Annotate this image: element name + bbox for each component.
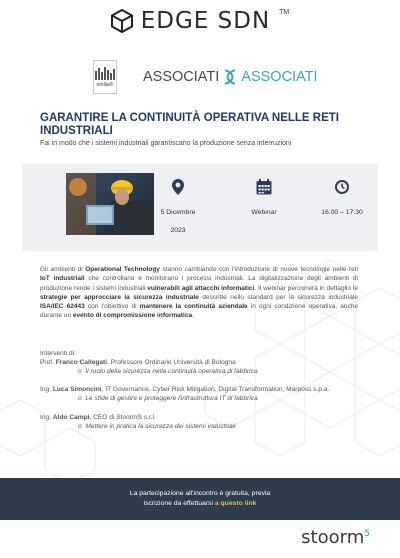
speaker-name: Franco Callegati bbox=[55, 358, 108, 366]
emilia-skyline-icon bbox=[94, 66, 116, 80]
bullet-marker: o bbox=[78, 422, 82, 430]
talk-title: Le sfide di gestire e proteggere l'infrastruttura IT di fabbrica bbox=[85, 395, 258, 403]
speaker-1 bbox=[40, 359, 370, 368]
speakers-intro: Interventi di: bbox=[40, 350, 76, 357]
calendar-icon bbox=[256, 179, 272, 195]
footer-line-2-text: iscrizione da effettuarsi bbox=[143, 500, 215, 507]
event-format bbox=[234, 179, 294, 219]
registration-link[interactable]: a questo link bbox=[214, 500, 257, 507]
event-info-band bbox=[22, 163, 378, 251]
description-text: Gli ambienti di bbox=[40, 266, 86, 273]
event-time bbox=[312, 179, 372, 219]
speaker-role: , IT Governance, Cyber Risk Mitigation, Digital Transformation, Marposs s.p.a. bbox=[101, 386, 330, 394]
page-subtitle: Fai in modo che i sistemi industriali garantiscano la produzione senza interruzioni bbox=[40, 140, 292, 147]
associati-knot-icon bbox=[222, 68, 238, 86]
description-highlight: ISA/IEC 62443 bbox=[40, 303, 85, 311]
associati-logo bbox=[143, 68, 318, 86]
partner-logos bbox=[93, 57, 318, 97]
event-format-text: Webinar bbox=[251, 209, 277, 216]
edge-sdn-cube-icon bbox=[111, 9, 133, 33]
description-highlight: Operational Technology bbox=[85, 266, 160, 273]
description-text: stanno cambiando con l'introduzione di nuove tecnologie nelle reti bbox=[159, 266, 358, 273]
speaker-name: Aldo Campi bbox=[52, 413, 90, 421]
emilia-logo bbox=[93, 60, 117, 94]
clock-icon bbox=[334, 179, 350, 195]
registration-footer bbox=[0, 478, 400, 520]
talk-title: Il ruolo della sicurezza nella continuità operativa di fabbrica bbox=[85, 367, 258, 375]
description-text: con l'obiettivo di bbox=[84, 303, 140, 311]
footer-line-2 bbox=[0, 499, 400, 509]
speaker-1-talk bbox=[40, 368, 370, 377]
page-title: GARANTIRE LA CONTINUITÀ OPERATIVA NELLE RETI INDUSTRIALI bbox=[40, 112, 339, 137]
footer-line-1: La partecipazione all'incontro è gratuita, previa bbox=[129, 490, 271, 497]
event-date bbox=[148, 179, 208, 237]
description-highlight: IoT industriali bbox=[40, 275, 85, 283]
description-highlight: strategie per approcciare la sicurezza industriale bbox=[40, 293, 199, 301]
description-text: in ogni condizione operativa, anche durante un bbox=[40, 303, 359, 320]
speaker-3-talk bbox=[40, 423, 370, 432]
talk-title: Mettere in pratica la sicurezza dei sistemi industriali bbox=[85, 422, 236, 430]
location-pin-icon bbox=[172, 179, 184, 195]
edge-sdn-logo[interactable] bbox=[111, 8, 290, 34]
speaker-3 bbox=[40, 414, 370, 423]
speaker-prefix: Prof. bbox=[40, 358, 54, 366]
description-highlight: evento di compromissione informatica bbox=[72, 312, 193, 320]
description-highlight: mantenere la continuità aziendale bbox=[139, 303, 248, 311]
description-highlight: vulnerabili agli attacchi informatici bbox=[147, 284, 255, 292]
brand-name: EDGE SDN bbox=[140, 8, 271, 34]
stoorm-name: stoorm bbox=[301, 527, 365, 548]
speaker-prefix: Ing. bbox=[40, 413, 51, 421]
associati-left: ASSOCIATI bbox=[143, 69, 220, 85]
stoorm5-logo[interactable] bbox=[301, 527, 370, 548]
speaker-prefix: Ing. bbox=[40, 386, 51, 394]
description-text: descritte nello standard per la sicurezza industriale bbox=[198, 293, 358, 301]
bullet-marker: o bbox=[78, 395, 82, 403]
associati-right: ASSOCIATI bbox=[241, 69, 318, 85]
description-text: che controllano e monitorano i processi industriali. La digitalizzazione degli ambienti di produzione rende i sistemi industriali bbox=[40, 275, 358, 292]
speakers-section bbox=[40, 350, 370, 432]
trademark-mark: TM bbox=[279, 8, 290, 16]
speaker-2 bbox=[40, 386, 370, 395]
header bbox=[0, 6, 400, 36]
bullet-marker: o bbox=[78, 367, 82, 375]
event-description bbox=[40, 265, 358, 321]
stoorm-superscript: 5 bbox=[364, 529, 370, 539]
description-text: . bbox=[192, 312, 194, 320]
speaker-2-talk bbox=[40, 395, 370, 404]
speaker-role: , Professore Ordinario Università di Bologna bbox=[107, 358, 236, 366]
event-time-text: 16.00 – 17.30 bbox=[321, 209, 363, 216]
speaker-name: Luca Simoncini bbox=[52, 386, 102, 394]
description-text: . Il webinar percorrerà in dettaglio le bbox=[254, 284, 358, 292]
event-date-text: 5 Dicembre 2023 bbox=[160, 209, 196, 234]
industrial-worker-photo bbox=[66, 173, 154, 235]
speaker-role: , CEO di StoormS s.r.l. bbox=[89, 413, 156, 421]
emilia-label: emilia® bbox=[96, 82, 114, 88]
